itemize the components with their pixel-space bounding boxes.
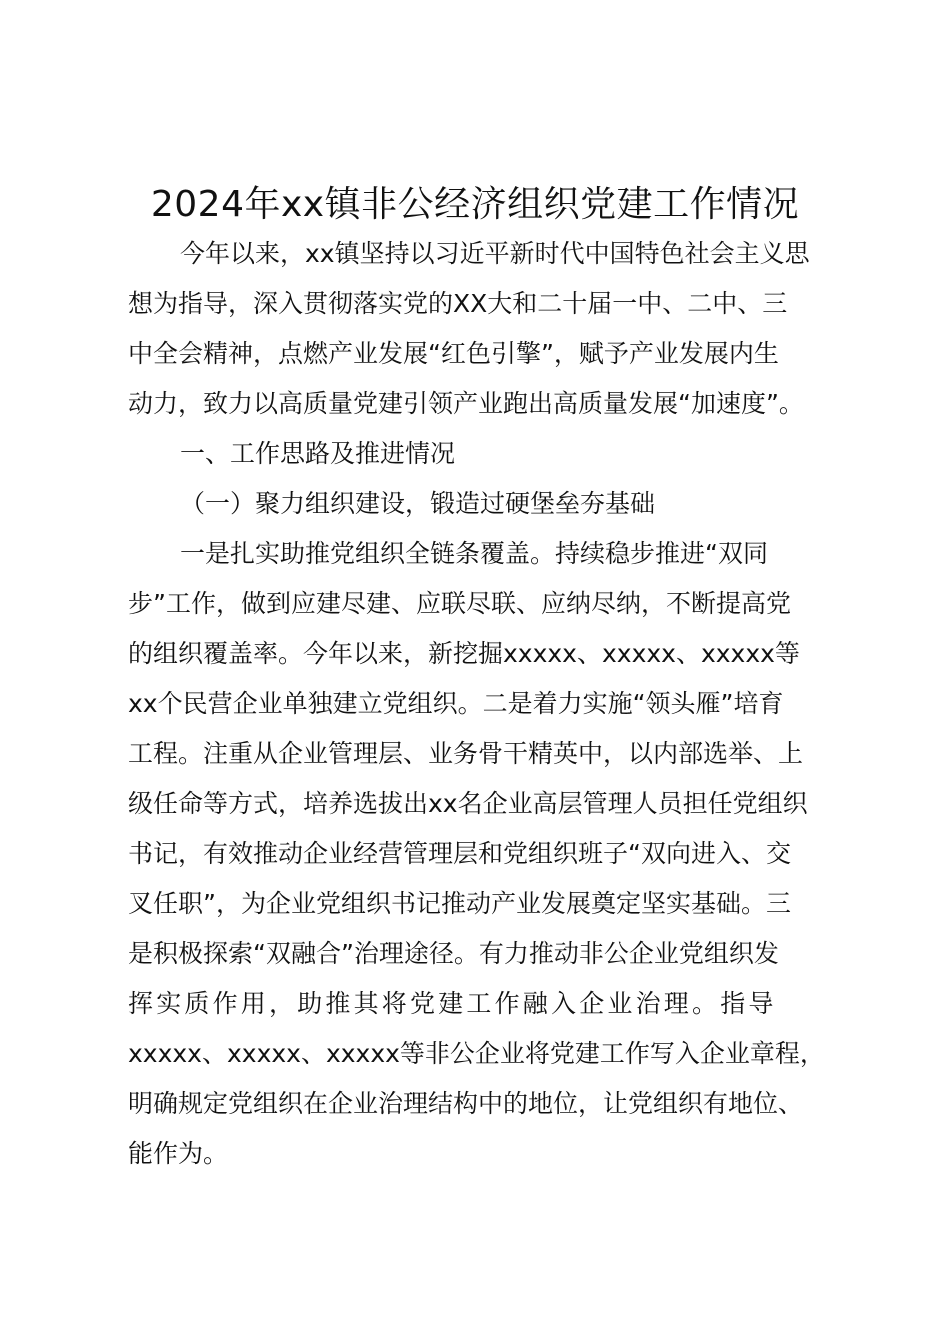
paragraph-line: 叉任职”，为企业党组织书记推动产业发展奠定坚实基础。三 [128,889,791,918]
paragraph-line: 一是扎实助推党组织全链条覆盖。持续稳步推进“双同 [180,539,768,568]
paragraph-line: 是积极探索“双融合”治理途径。有力推动非公企业党组织发 [128,939,779,968]
paragraph-line: 今年以来，xx镇坚持以习近平新时代中国特色社会主义思 [180,239,810,268]
subsection-heading: （一）聚力组织建设，锻造过硬堡垒夯基础 [180,489,656,518]
paragraph-line: 中全会精神，点燃产业发展“红色引擎”，赋予产业发展内生 [128,339,779,368]
paragraph-line: 步”工作，做到应建尽建、应联尽联、应纳尽纳，不断提高党 [128,589,791,618]
paragraph-line: 级任命等方式，培养选拔出xx名企业高层管理人员担任党组织 [128,789,808,818]
paragraph-line: xx个民营企业单独建立党组织。二是着力实施“领头雁”培育 [128,689,784,718]
paragraph-line: xxxxx、xxxxx、xxxxx等非公企业将党建工作写入企业章程， [128,1039,825,1068]
paragraph-line: 明确规定党组织在企业治理结构中的地位，让党组织有地位、 [128,1089,804,1118]
paragraph-line: 能作为。 [128,1139,229,1168]
paragraph-line: 工程。注重从企业管理层、业务骨干精英中，以内部选举、上 [128,739,804,768]
paragraph-line: 挥实质作用，助推其将党建工作融入企业治理。指导 [128,989,777,1018]
document-title: 2024年xx镇非公经济组织党建工作情况 [150,184,800,225]
paragraph-line: 想为指导，深入贯彻落实党的XX大和二十届一中、二中、三 [128,289,788,318]
paragraph-line: 书记，有效推动企业经营管理层和党组织班子“双向进入、交 [128,839,791,868]
paragraph-line: 的组织覆盖率。今年以来，新挖掘xxxxx、xxxxx、xxxxx等 [128,639,800,668]
paragraph-line: 动力，致力以高质量党建引领产业跑出高质量发展“加速度”。 [128,389,804,418]
section-heading: 一、工作思路及推进情况 [180,439,456,468]
